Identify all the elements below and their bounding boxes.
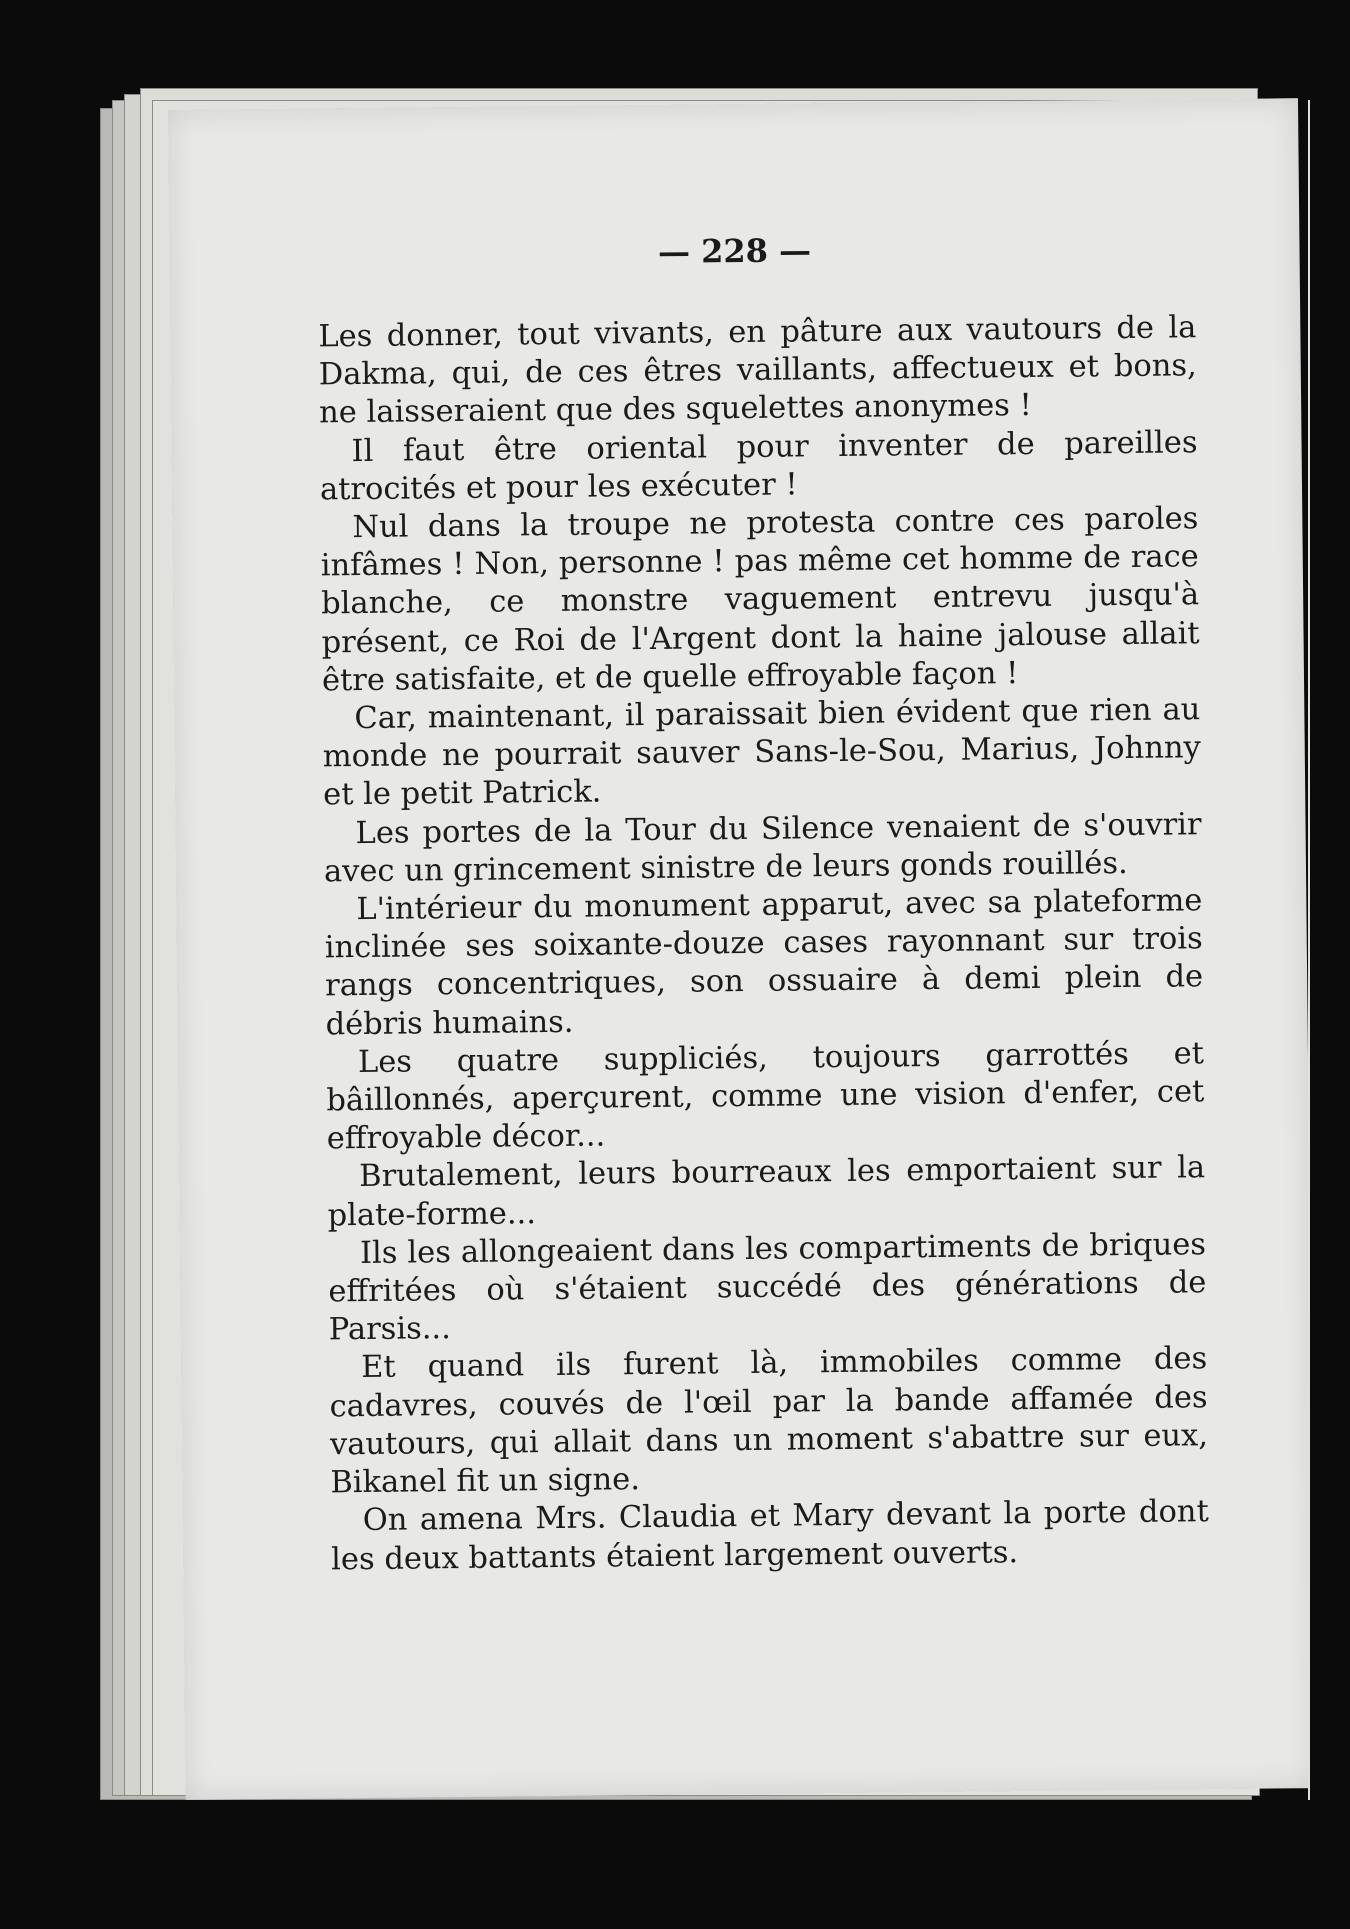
page-number: — 228 — — [657, 231, 812, 271]
paragraph: Il faut être oriental pour inventer de pareilles atrocités et pour les exécuter ! — [319, 424, 1198, 508]
paragraph: Les donner, tout vivants, en pâture aux vautours de la Dakma, qui, de ces êtres vaillants, affectueux et bons, ne laisseraient que des squelettes anonymes ! — [318, 310, 1197, 431]
paragraph: Nul dans la troupe ne protesta contre ces paroles infâmes ! Non, personne ! pas même cet homme de race blanche, ce monstre vaguement entrevu jusqu'à présent, ce Roi de l'Argent dont la haine jalouse allait être satisfaite, et de quelle effroyable façon ! — [320, 501, 1200, 699]
book-page — [168, 98, 1316, 1800]
paragraph: Et quand ils furent là, immobiles comme des cadavres, couvés de l'œil par la bande affamée des vautours, qui allait dans un moment s'abattre sur eux, Bikanel fit un signe. — [329, 1341, 1209, 1501]
paragraph: Les quatre suppliciés, toujours garrottés et bâillonnés, aperçurent, comme une vision d'enfer, cet effroyable décor... — [326, 1036, 1205, 1157]
body-text — [318, 309, 1209, 1579]
paragraph: On amena Mrs. Claudia et Mary devant la porte dont les deux battants étaient largement ouverts. — [331, 1494, 1209, 1577]
paragraph: Les portes de la Tour du Silence venaient de s'ouvrir avec un grincement sinistre de leurs gonds rouillés. — [323, 806, 1202, 890]
paragraph: Brutalement, leurs bourreaux les emportaient sur la plate-forme... — [327, 1150, 1206, 1234]
paragraph: Car, maintenant, il paraissait bien évident que rien au monde ne pourrait sauver Sans-le-Sou, Marius, Johnny et le petit Patrick. — [322, 692, 1201, 813]
next-page-edge — [1308, 100, 1350, 1800]
paragraph: Ils les allongeaient dans les compartiments de briques effritées où s'étaient succédé des générations de Parsis... — [328, 1227, 1207, 1348]
paragraph: L'intérieur du monument apparut, avec sa plateforme inclinée ses soixante-douze cases rayonnant sur trois rangs concentriques, son ossuaire à demi plein de débris humains. — [324, 883, 1204, 1043]
